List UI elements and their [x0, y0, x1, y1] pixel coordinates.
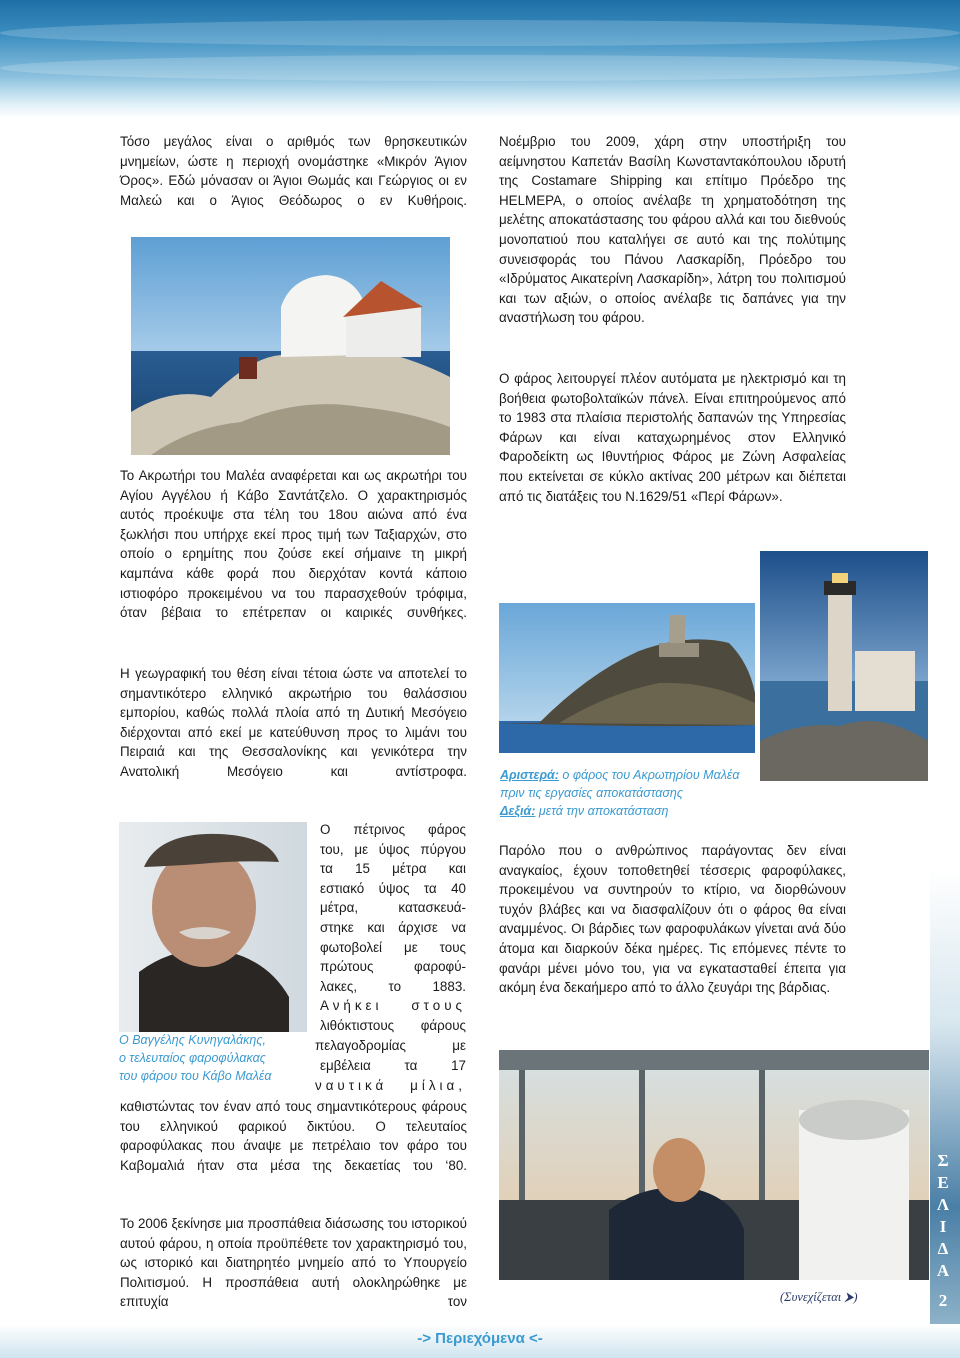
keeper-caption-line: του φάρου του Κάβο Μαλέα [119, 1069, 272, 1083]
caption-left-text2: πριν τις εργασίες αποκατάστασης [500, 786, 683, 800]
november-paragraph: Νοέμβριο του 2009, χάρη στην υποστήριξη του αείμνηστου Καπετάν Βασίλη Κωνσταντακόπουλου ιδρυτή της Costamare Shipping και επίτιμο Πρόεδρο της HELMEPA, ο οποίος ανέλαβε τη χρηματοδότηση της μελέτης αποκατάστασης του φάρου αλλά και του διεθνούς μονοπατιού που καταλήγει σε αυτό και της πολύτιμης συνεισφοράς του Πάνου Λασκαρίδη, Πρόεδρο του «Ιδρύματος Αικατερίνη Λασκαρίδη», λάτρη του πολιτισμού και των αξιών, ο οποίος ανέλαβε τις δαπάνες για την αναστήλωση του φάρου. [499, 134, 846, 326]
stone-line: τα 15 μέτρα και [320, 861, 466, 877]
chapel-photo [131, 237, 450, 455]
stone-line: στηκε και άρχισε να [320, 919, 466, 935]
stone-line: λακες, το 1883. [320, 978, 466, 994]
stone-lighthouse-lines [320, 820, 466, 1036]
page-number: 2 [938, 1291, 948, 1310]
keeper-portrait [119, 822, 307, 1032]
page-letter: Λ [936, 1195, 950, 1214]
caption-right-text: μετά την αποκατάσταση [535, 804, 669, 818]
intro-paragraph: Τόσο μεγάλος είναι ο αριθμός των θρησκευτικών μνημείων, ώστε η περιοχή ονομάστηκε «Μικρόν Άγιον Όρος». Εδώ μόνασαν οι Άγιοι Θωμάς και Γεώργιος οι εν Μαλεώ και ο Άγιος Θεόδωρος ο εν Κυθήροις. [120, 134, 467, 208]
stone-line: ναυτικά μίλια, [315, 1078, 466, 1093]
malea-paragraph: Το Ακρωτήρι του Μαλέα αναφέρεται και ως ακρωτήρι του Αγίου Αγγέλου ή Κάβο Σαντάτζελο. Ο χαρακτηρισμός αυτός προέκυψε στα τέλη του 18ου αιώνα από ένα ξωκλήσι που υπήρχε εκεί προς τιμή των Ταξιαρχών, στο οποίο ο ερημίτης που ζούσε εκεί σήμαινε τη μικρή καμπάνα κάθε φορά που διερχόταν κοντά κάποιο ιστιοφόρο προκειμένου να του παρασχεθούν τρόφιμα, όταν βέβαια το επέτρεπαν οι καιρικές συνθήκες. [120, 468, 467, 621]
keeper-caption-line: Ο Βαγγέλης Κυνηγαλάκης, [119, 1033, 266, 1047]
geography-paragraph: Η γεωγραφική του θέση είναι τέτοια ώστε να αποτελεί το σημαντικότερο ελληνικό ακρωτήριο του θαλάσσιου εμπορίου, καθώς πολλά πλοία από τη Δυτική Μεσόγειο διέρχονται από εκεί με κατεύθυνση προς το λιμάνι του Πειραιά και της Θεσσαλονίκης και γενικότερα την Ανατολική Μεσόγειο και αντίστροφα. [120, 666, 467, 779]
caption-left-text: ο φάρος του Ακρωτηρίου Μαλέα [558, 768, 740, 782]
stone-line: Ανήκει στους [320, 998, 466, 1014]
caption-left-label: Αριστερά: [500, 768, 559, 782]
caption-right-label: Δεξιά: [500, 804, 536, 818]
restoration-paragraph: Το 2006 ξεκίνησε μια προσπάθεια διάσωσης του ιστορικού αυτού φάρου, η οποία προϋπέθετε τον χαρακτηρισμό του, ως ιστορικό και διατηρητέο μνημείο από το Υπουργείο Πολιτισμού. Η προσπάθεια αυτή ολοκληρώθηκε με επιτυχία τον [120, 1216, 467, 1310]
solar-paragraph: Ο φάρος λειτουργεί πλέον αυτόματα με ηλεκτρισμό και τη βοήθεια φωτοβολταϊκών πάνελ. Είναι επιτηρούμενος από το 1983 στα πλαίσια περιστολής δαπανών της Υπηρεσίας Φάρων και είναι καταχωρημένος στον Ελληνικό Φαροδείκτη ως Ιθυντήριος Φάρος με Ζώνη Ασφαλείας που εκτείνεται σε κύκλο ακτίνας 200 μέτρων και διέπεται από τις διατάξεις του Ν.1629/51 «Περί Φάρων». [499, 371, 846, 504]
stone-line: Ο πέτρινος φάρος [320, 822, 466, 837]
lighthouse-before-photo [499, 603, 755, 753]
top-sea-banner [0, 0, 960, 118]
keeper-in-lantern-photo [499, 1050, 929, 1280]
stone-line: του, με ύψος πύργου [320, 841, 466, 857]
sidebar-strip [930, 118, 960, 1328]
lighthouse-after-photo [760, 551, 928, 781]
stone-line: φωτοβολεί με τους [320, 939, 466, 955]
stone-rest-paragraph: καθιστώντας τον έναν από τους σημαντικότερους φάρους του ελληνικού φαρικού δικτύου. Ο τελευταίος φαροφύλακας που άναψε με πετρέλαιο τον φάρο του Καβομαλιά ήταν στα μέσα της δεκαετίας του ‘80. [120, 1099, 467, 1173]
page-letter: Σ [937, 1151, 949, 1170]
keeper-caption [119, 1031, 272, 1085]
page-label [930, 1150, 956, 1312]
continued-note: (Συνεχίζεται ⮞) [780, 1290, 858, 1304]
stone-line: εστιακό ύψος τα 40 [320, 880, 466, 896]
page-letter: Α [936, 1261, 950, 1280]
stone-line: μέτρα, κατασκευά- [320, 900, 466, 916]
keepers-paragraph: Παρόλο που ο ανθρώπινος παράγοντας δεν είναι αναγκαίος, έχουν τοποθετηθεί τέσσερις φαροφύλακες, προκειμένου να συντηρούν το κτίριο, να διορθώνουν τυχόν βλάβες και να διασφαλίζουν ότι ο φάρος θα είναι αναμμένος. Οι βάρδιες των φαροφυλάκων γίνεται ανά δύο άτομα και διαρκούν δέκα ημέρες. Τις επόμενες πέντε το φανάρι μένει μόνο του, για να εγκατασταθεί έπειτα για ακόμη ένα δεκαήμερο από το άλλο ζευγάρι της βάρδιας. [499, 843, 846, 996]
stone-line: λιθόκτιστους φάρους [320, 1017, 466, 1033]
lighthouse-caption [500, 766, 740, 820]
page-letter: Ι [939, 1217, 947, 1236]
keeper-caption-line: ο τελευταίος φαροφύλακας [119, 1051, 266, 1065]
page-letter: Δ [937, 1239, 949, 1258]
page-letter: Ε [937, 1173, 949, 1192]
contents-link[interactable]: -> Περιεχόμενα <- [417, 1330, 543, 1347]
stone-line: πρώτους φαροφύ- [320, 959, 466, 975]
stone-line: εμβέλεια τα 17 [320, 1058, 466, 1073]
stone-line: πελαγοδρομίας με [315, 1038, 466, 1053]
